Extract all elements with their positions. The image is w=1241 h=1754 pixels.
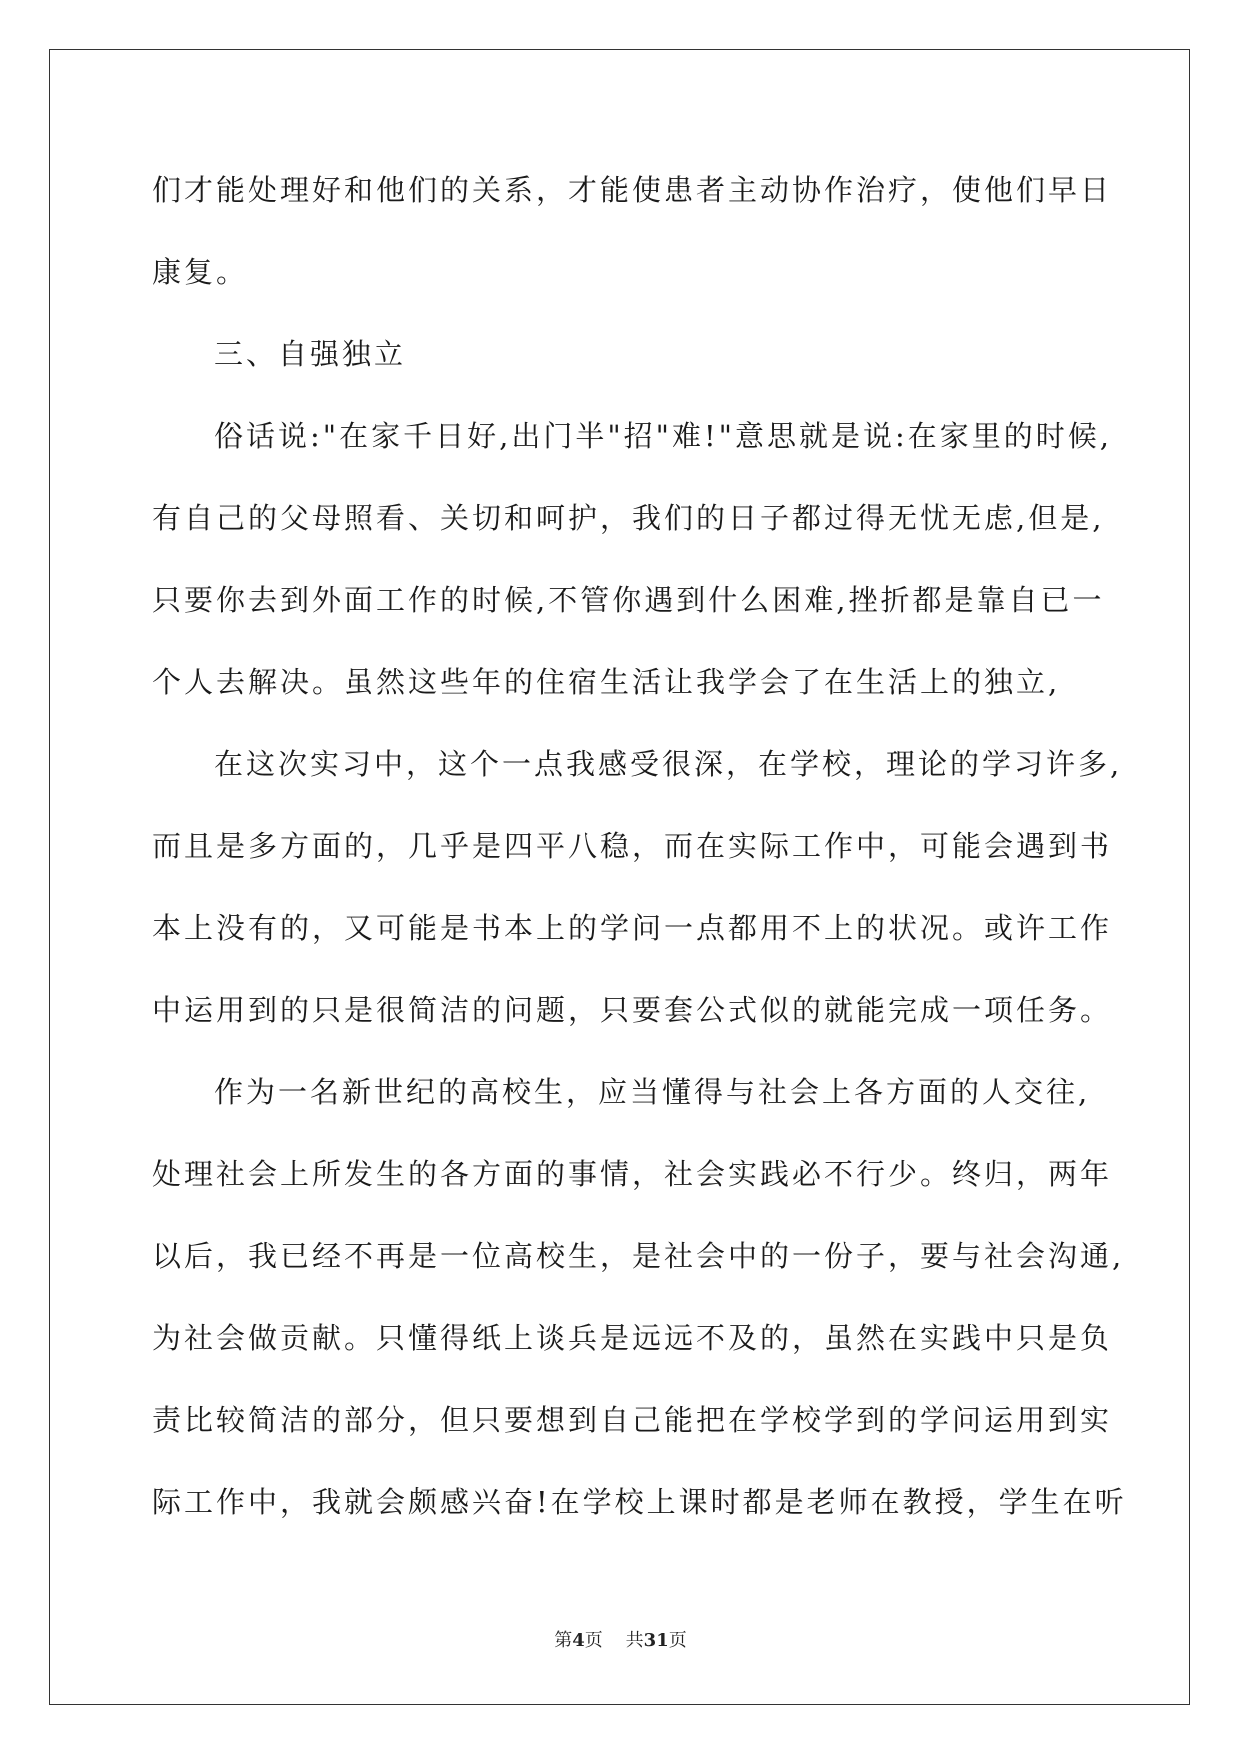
text-line-5: 有自己的父母照看、关切和呵护，我们的日子都过得无忧无虑,但是,	[152, 501, 1105, 535]
text-line-7: 个人去解决。虽然这些年的住宿生活让我学会了在生活上的独立,	[152, 665, 1061, 699]
page-footer	[0, 1626, 1241, 1652]
total-page-number: 31	[643, 1630, 669, 1651]
text-line-17: 际工作中，我就会颇感兴奋!在学校上课时都是老师在教授，学生在听	[152, 1485, 1127, 1519]
text-line-6: 只要你去到外面工作的时候,不管你遇到什么困难,挫折都是靠自已一	[152, 583, 1105, 617]
text-line-15: 为社会做贡献。只懂得纸上谈兵是远远不及的，虽然在实践中只是负	[152, 1321, 1113, 1355]
text-line-2: 康复。	[152, 255, 249, 289]
text-line-10: 本上没有的，又可能是书本上的学问一点都用不上的状况。或许工作	[152, 911, 1113, 945]
current-page-number: 4	[572, 1630, 585, 1651]
text-line-4: 俗话说:"在家千日好,出门半"招"难!"意思就是说:在家里的时候,	[214, 419, 1112, 453]
document-body	[152, 160, 1127, 1554]
section-heading: 三、自强独立	[214, 337, 407, 371]
footer-total-prefix: 共	[625, 1630, 644, 1651]
text-line-16: 责比较简洁的部分，但只要想到自己能把在学校学到的学问运用到实	[152, 1403, 1113, 1437]
text-line-13: 处理社会上所发生的各方面的事情，社会实践必不行少。终归，两年	[152, 1157, 1113, 1191]
text-line-1: 们才能处理好和他们的关系，才能使患者主动协作治疗，使他们早日	[152, 173, 1113, 207]
text-line-9: 而且是多方面的，几乎是四平八稳，而在实际工作中，可能会遇到书	[152, 829, 1113, 863]
text-line-8: 在这次实习中，这个一点我感受很深，在学校，理论的学习许多,	[214, 747, 1123, 781]
footer-page-suffix: 页	[584, 1630, 603, 1651]
footer-total-suffix: 页	[668, 1630, 687, 1651]
text-line-14: 以后，我已经不再是一位高校生，是社会中的一份子，要与社会沟通,	[152, 1239, 1125, 1273]
footer-prefix: 第	[554, 1630, 573, 1651]
text-line-11: 中运用到的只是很简洁的问题，只要套公式似的就能完成一项任务。	[152, 993, 1113, 1027]
text-line-12: 作为一名新世纪的高校生，应当懂得与社会上各方面的人交往,	[214, 1075, 1091, 1109]
